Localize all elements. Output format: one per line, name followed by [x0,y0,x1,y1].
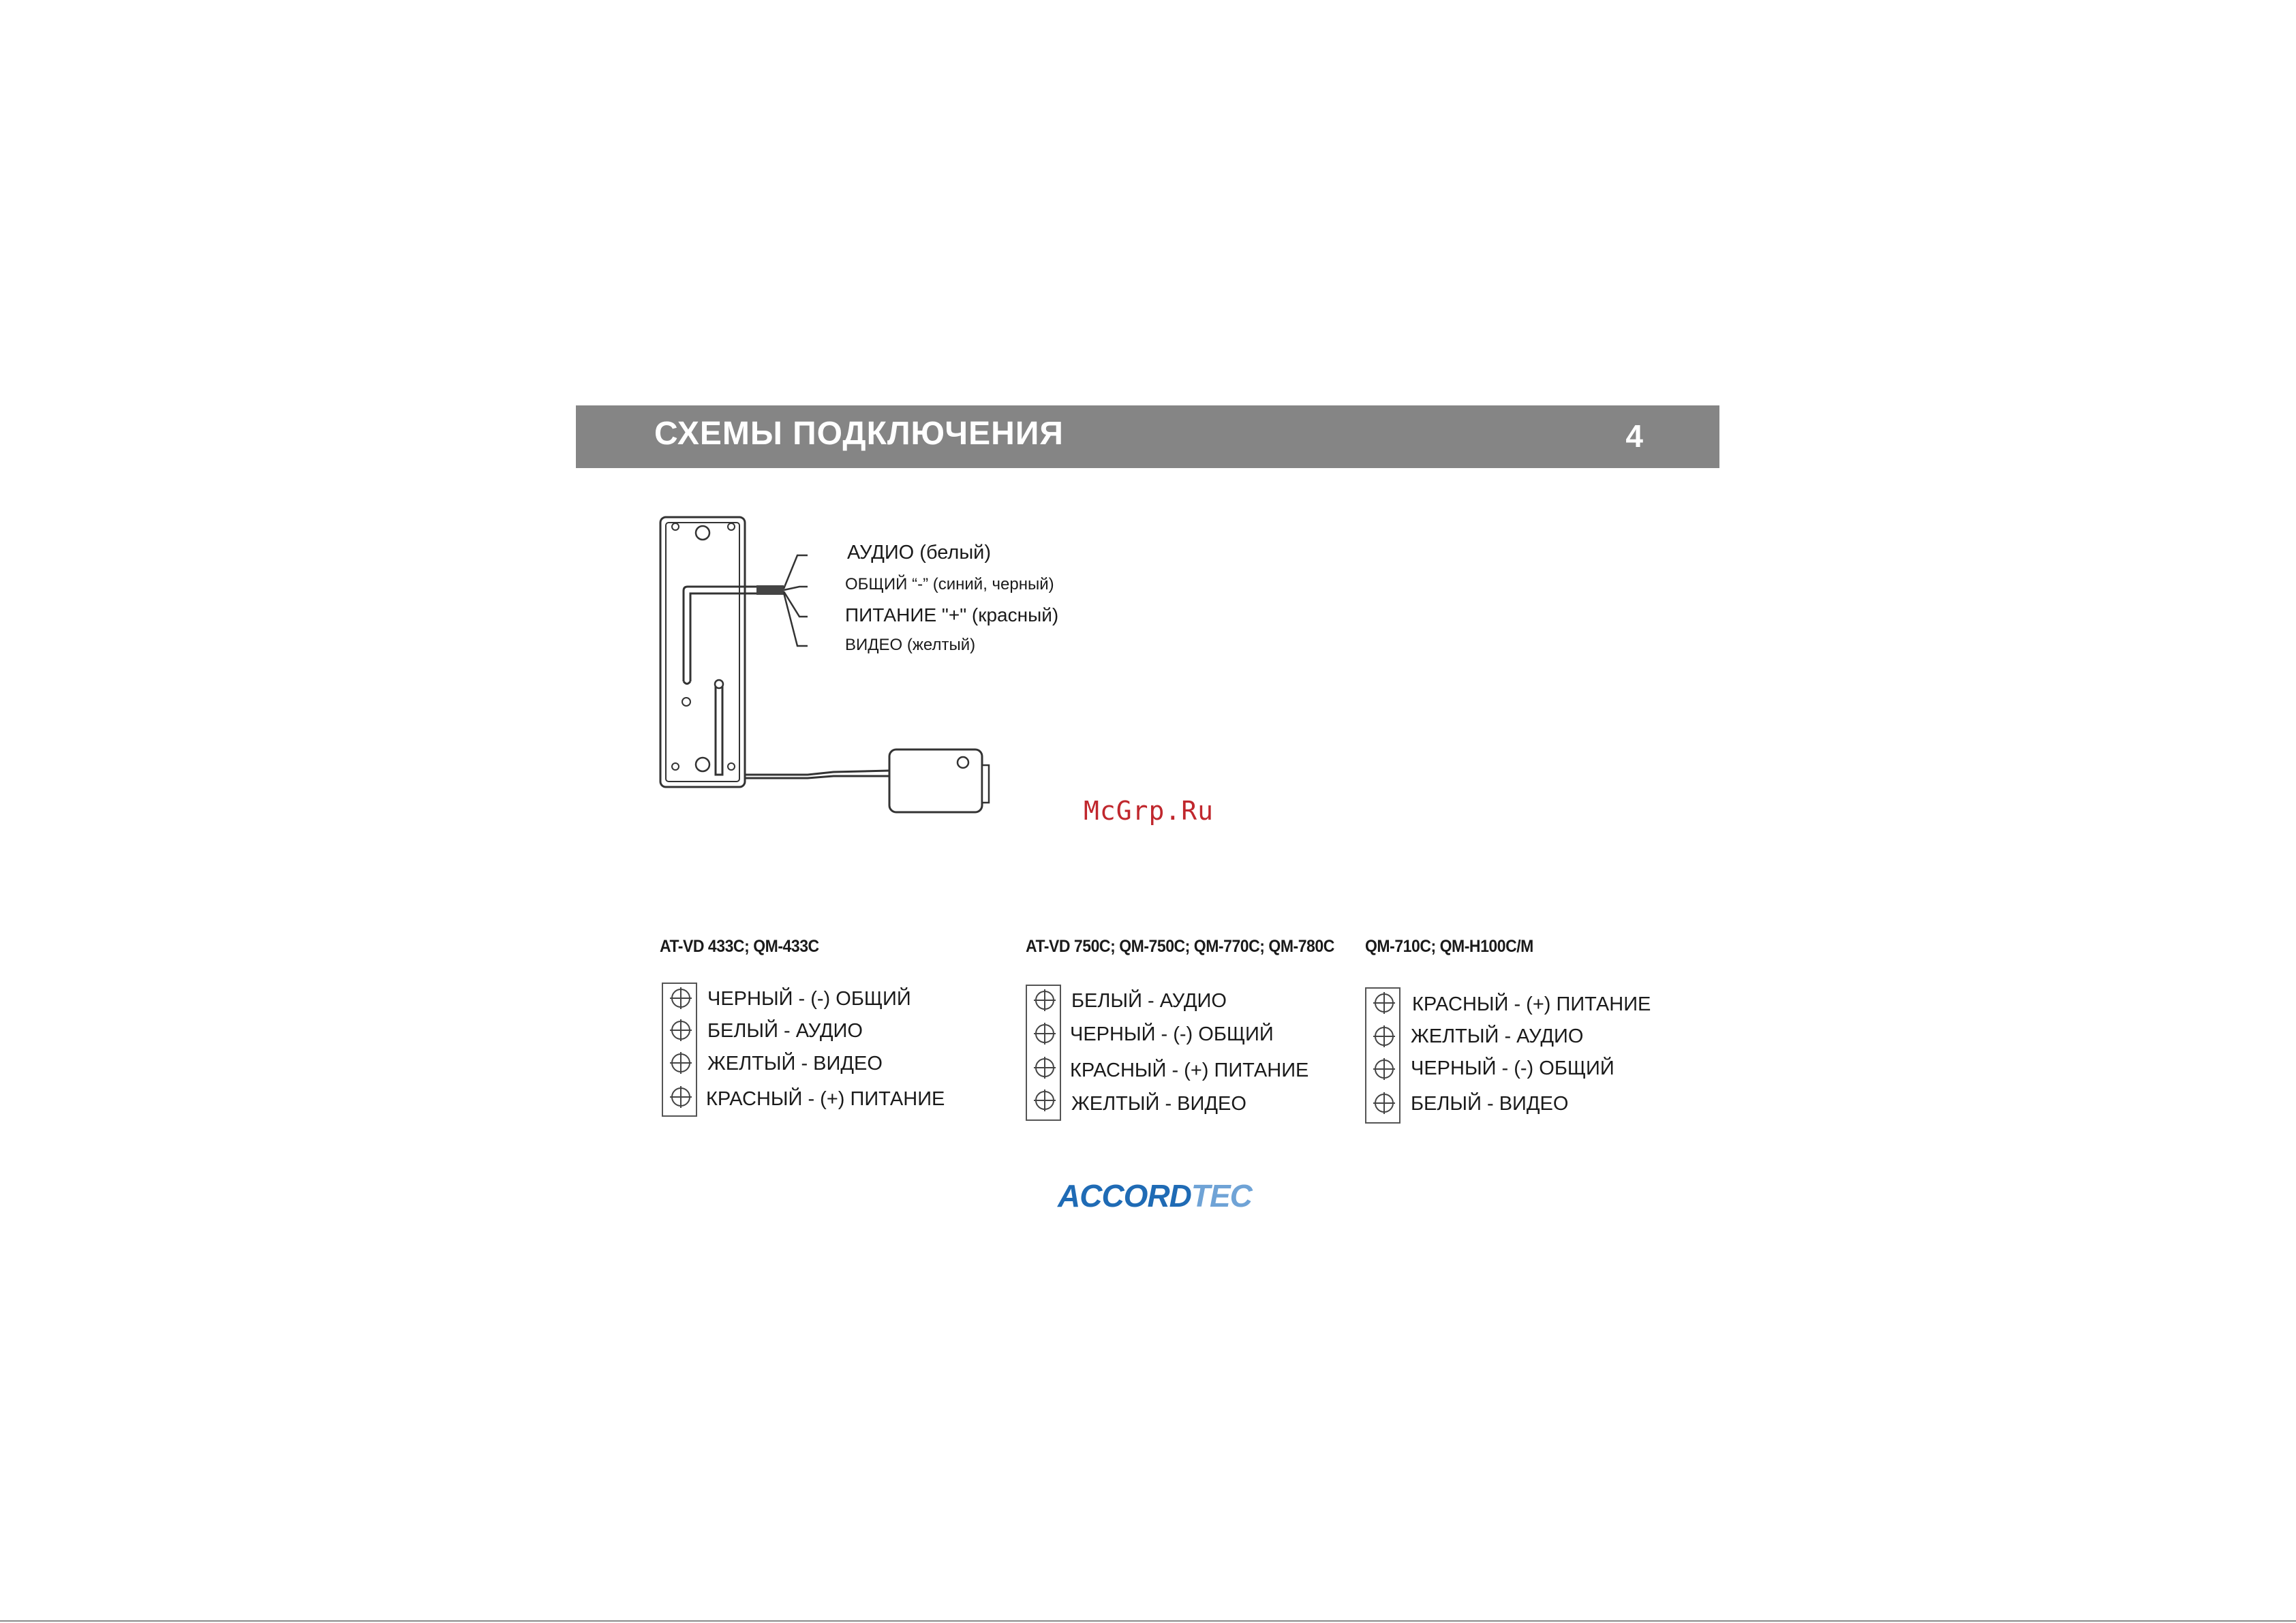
terminal-screw-icon [1034,1023,1056,1045]
wiring-diagram [651,508,1128,821]
terminal-label: ЖЕЛТЫЙ - ВИДЕО [1071,1093,1246,1115]
terminal-screw-icon [670,1086,692,1108]
accordtec-logo [1058,1177,1252,1214]
model-title: AT-VD 750C; QM-750C; QM-770C; QM-780C [1026,937,1334,956]
terminal-label: БЕЛЫЙ - АУДИО [1071,990,1227,1012]
terminal-label: БЕЛЫЙ - АУДИО [707,1020,863,1042]
terminal-screw-icon [670,1052,692,1074]
terminal-label: ЧЕРНЫЙ - (-) ОБЩИЙ [707,988,911,1010]
connection-block-3 [1365,937,1692,1128]
page-title: СХЕМЫ ПОДКЛЮЧЕНИЯ [654,416,1064,452]
terminal-screw-icon [670,1019,692,1041]
watermark-text: McGrp.Ru [1084,796,1214,826]
connection-block-2 [1026,937,1353,1128]
wire-label-power: ПИТАНИЕ "+" (красный) [845,604,1059,625]
terminal-strip [1365,987,1400,1124]
logo-part2: TEC [1191,1178,1252,1214]
camera-face [666,523,739,782]
bottom-rule [0,1620,2296,1622]
terminal-screw-icon [1034,1089,1056,1111]
terminal-label: КРАСНЫЙ - (+) ПИТАНИЕ [706,1088,945,1110]
terminal-screw-icon [1034,989,1056,1011]
wire-label-common: ОБЩИЙ “-” (синий, черный) [845,575,1054,593]
page-number: 4 [1625,418,1643,454]
terminal-label: БЕЛЫЙ - ВИДЕО [1411,1093,1569,1115]
terminal-label: КРАСНЫЙ - (+) ПИТАНИЕ [1412,993,1651,1015]
terminal-label: ЖЕЛТЫЙ - ВИДЕО [707,1053,883,1075]
terminal-label: КРАСНЫЙ - (+) ПИТАНИЕ [1070,1060,1309,1081]
terminal-strip [662,983,697,1117]
wire-label-audio: АУДИО (белый) [847,542,992,563]
terminal-label: ЧЕРНЫЙ - (-) ОБЩИЙ [1411,1057,1614,1079]
wire-label-video: ВИДЕО (желтый) [845,636,976,654]
terminal-label: ЧЕРНЫЙ - (-) ОБЩИЙ [1070,1023,1274,1045]
logo-part1: ACCORD [1058,1178,1191,1214]
model-title: AT-VD 433C; QM-433C [660,937,819,956]
terminal-label: ЖЕЛТЫЙ - АУДИО [1411,1025,1584,1047]
terminal-screw-icon [1373,992,1395,1014]
model-title: QM-710C; QM-H100C/M [1365,937,1533,956]
terminal-screw-icon [1034,1057,1056,1079]
terminal-screw-icon [1373,1058,1395,1080]
connection-block-1 [660,937,1000,1128]
terminal-strip [1026,985,1061,1121]
terminal-screw-icon [1373,1025,1395,1047]
terminal-screw-icon [670,987,692,1009]
header-bar [576,405,1719,468]
terminal-screw-icon [1373,1092,1395,1114]
